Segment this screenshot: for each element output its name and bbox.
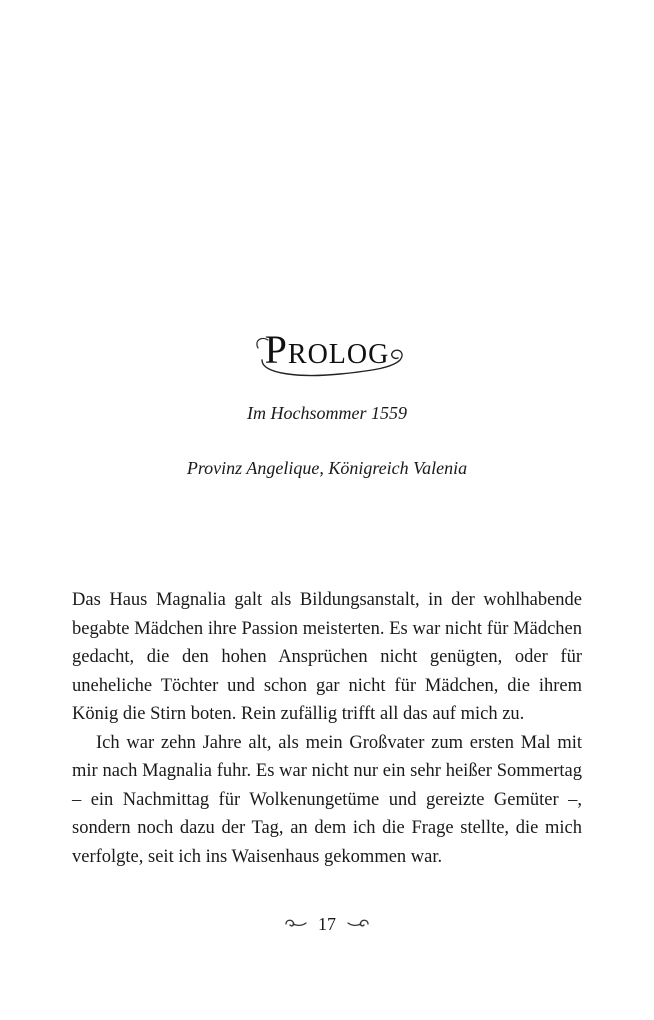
paragraph-1: Das Haus Magnalia galt als Bildungsanstalt, in der wohlhabende begabte Mädchen ihre Passion meisterten. Es war nicht für Mädchen gedacht, die den hohen Ansprüchen nicht genügten, oder für uneheliche Töchter und schon gar nicht für Mädchen, die ihrem König die Stirn boten. Rein zufällig trifft all das auf mich zu.: [72, 590, 582, 724]
chapter-heading: [0, 318, 654, 388]
chapter-title: Prolog: [264, 327, 390, 372]
chapter-location: Provinz Angelique, Königreich Valenia: [186, 458, 468, 478]
scroll-ornament-left-icon: [284, 917, 308, 931]
body-text: [72, 586, 582, 871]
paragraph-2: Ich war zehn Jahre alt, als mein Großvater zum ersten Mal mit mir nach Magnalia fuhr. Es war nicht nur ein sehr heißer Sommertag – ein Nachmittag für Wolkenungetüme und gereizte Gemüter –, sondern noch dazu der Tag, an dem ich die Frage stellte, die mich verfolgte, seit ich ins Waisenhaus gekommen war.: [72, 732, 582, 867]
page-footer: [0, 912, 654, 940]
scroll-ornament-right-icon: [346, 917, 370, 931]
chapter-date: Im Hochsommer 1559: [247, 403, 407, 423]
page-number: 17: [318, 914, 336, 934]
